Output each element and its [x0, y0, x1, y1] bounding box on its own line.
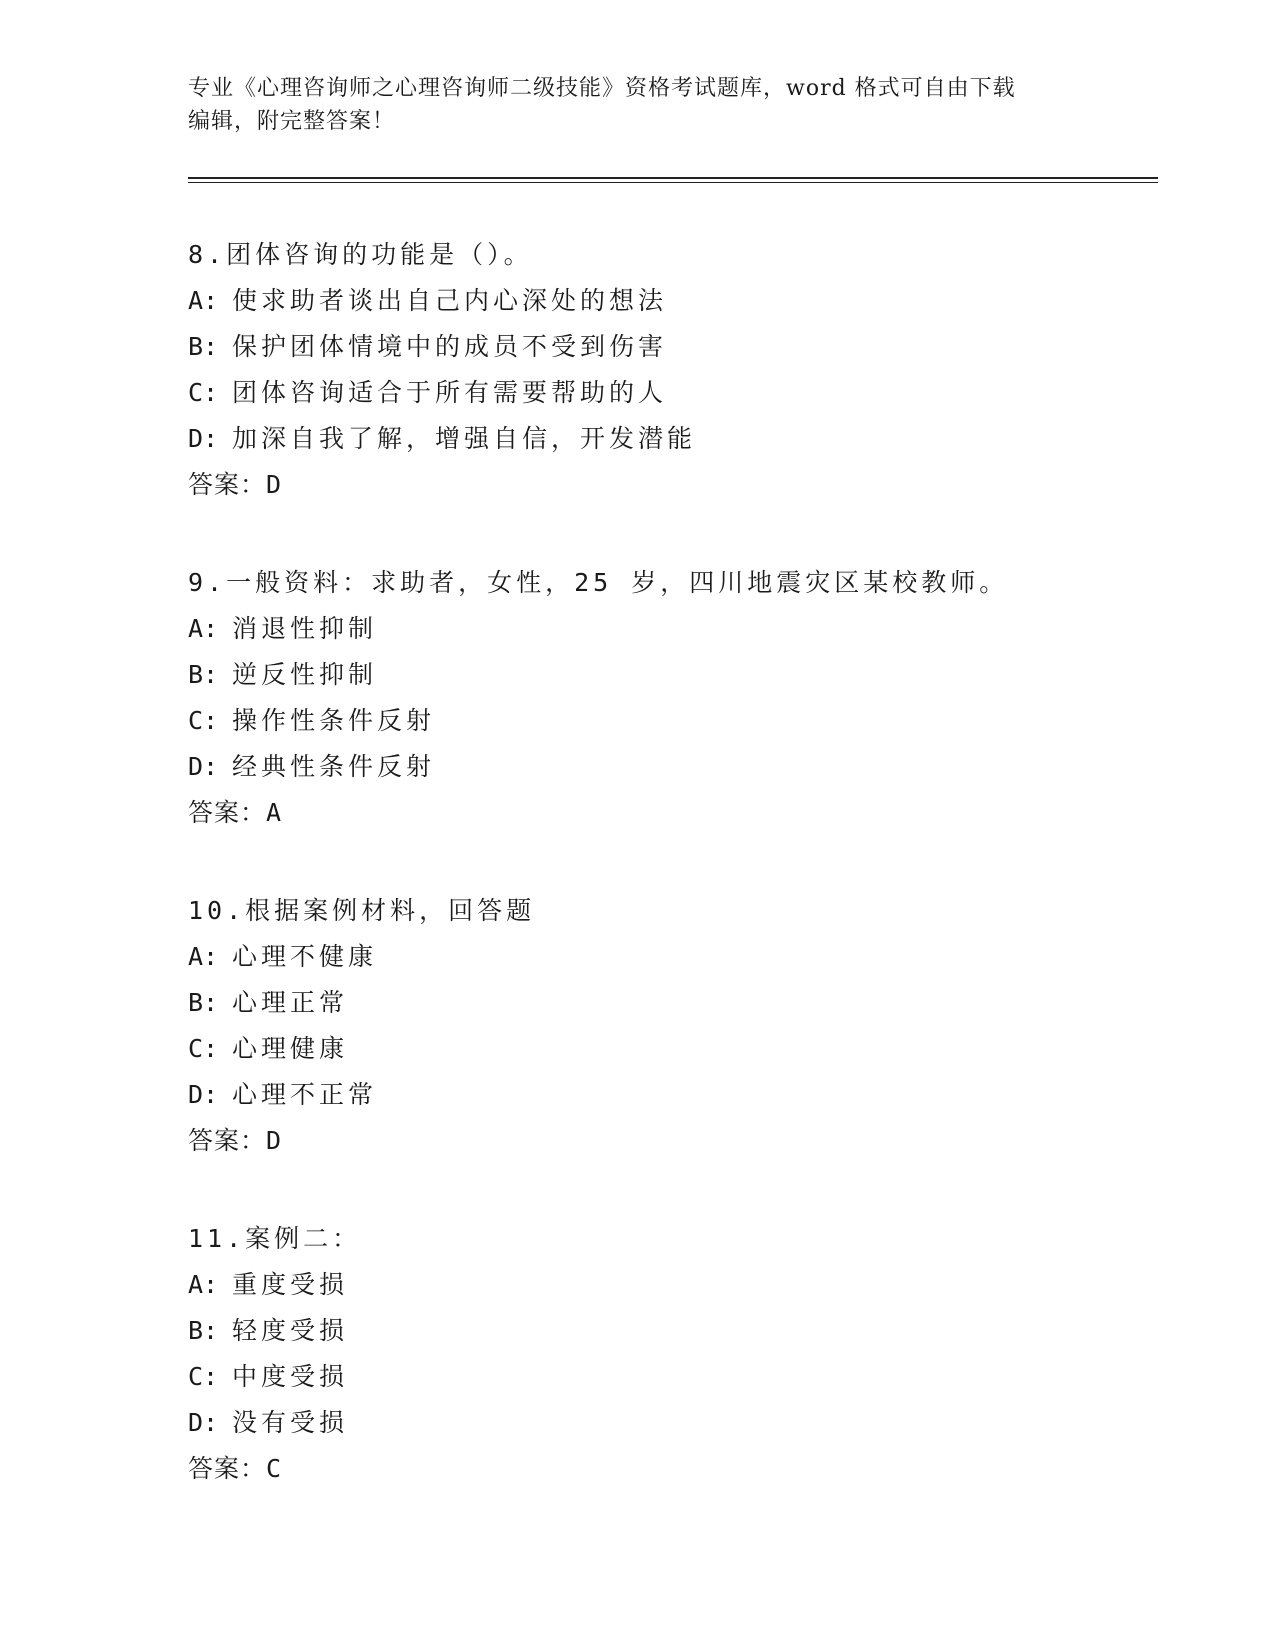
option-letter: A:: [188, 286, 219, 315]
header-divider-thick: [188, 177, 1158, 179]
answer-label: 答案：: [188, 1454, 267, 1483]
option-text: 逆反性抑制: [232, 660, 378, 689]
option-letter: B:: [188, 988, 219, 1017]
question-option-d: [188, 416, 1148, 462]
answer-value: C: [266, 1454, 283, 1483]
question-item: [188, 232, 1148, 508]
question-title: 11.案例二：: [188, 1224, 362, 1253]
option-letter: D:: [188, 1080, 219, 1109]
question-answer: [188, 1446, 1148, 1492]
question-option-b: [188, 980, 1148, 1026]
option-letter: C:: [188, 706, 219, 735]
option-letter: A:: [188, 1270, 219, 1299]
option-letter: D:: [188, 1408, 219, 1437]
option-text: 重度受损: [232, 1270, 349, 1299]
answer-label: 答案：: [188, 470, 267, 499]
question-option-d: [188, 1400, 1148, 1446]
question-answer: [188, 790, 1148, 836]
question-option-c: [188, 698, 1148, 744]
option-letter: C:: [188, 378, 219, 407]
option-letter: B:: [188, 660, 219, 689]
question-option-b: [188, 1308, 1148, 1354]
question-option-c: [188, 1026, 1148, 1072]
option-text: 操作性条件反射: [232, 706, 436, 735]
question-list: [188, 232, 1148, 1544]
question-option-c: [188, 1354, 1148, 1400]
question-option-d: [188, 1072, 1148, 1118]
question-option-d: [188, 744, 1148, 790]
question-item: [188, 1216, 1148, 1492]
question-option-b: [188, 652, 1148, 698]
question-title: 8.团体咨询的功能是（）。: [188, 240, 533, 269]
option-text: 心理不正常: [232, 1080, 378, 1109]
option-text: 加深自我了解，增强自信，开发潜能: [232, 424, 697, 453]
option-text: 消退性抑制: [232, 614, 378, 643]
option-text: 心理健康: [232, 1034, 349, 1063]
option-text: 没有受损: [232, 1408, 349, 1437]
answer-label: 答案：: [188, 1126, 267, 1155]
option-text: 中度受损: [232, 1362, 349, 1391]
option-letter: B:: [188, 332, 219, 361]
header-divider-thin: [188, 182, 1158, 183]
option-text: 使求助者谈出自己内心深处的想法: [232, 286, 668, 315]
question-title: 9.一般资料：求助者，女性，25 岁，四川地震灾区某校教师。: [188, 568, 1009, 597]
option-letter: A:: [188, 942, 219, 971]
answer-value: A: [266, 798, 283, 827]
question-title: 10.根据案例材料，回答题: [188, 896, 536, 925]
option-text: 心理不健康: [232, 942, 378, 971]
option-text: 心理正常: [232, 988, 349, 1017]
option-letter: D:: [188, 752, 219, 781]
option-text: 轻度受损: [232, 1316, 349, 1345]
option-letter: C:: [188, 1362, 219, 1391]
question-option-a: [188, 1262, 1148, 1308]
option-letter: B:: [188, 1316, 219, 1345]
answer-value: D: [266, 470, 283, 499]
option-text: 经典性条件反射: [232, 752, 436, 781]
header-line-1: 专业《心理咨询师之心理咨询师二级技能》资格考试题库，word 格式可自由下载: [188, 76, 1016, 101]
option-letter: A:: [188, 614, 219, 643]
question-option-a: [188, 934, 1148, 980]
question-option-c: [188, 370, 1148, 416]
answer-label: 答案：: [188, 798, 267, 827]
question-option-a: [188, 606, 1148, 652]
option-letter: C:: [188, 1034, 219, 1063]
option-text: 团体咨询适合于所有需要帮助的人: [232, 378, 668, 407]
option-text: 保护团体情境中的成员不受到伤害: [232, 332, 668, 361]
answer-value: D: [266, 1126, 283, 1155]
question-item: [188, 560, 1148, 836]
header-line-2: 编辑，附完整答案！: [188, 109, 396, 134]
document-header: [188, 72, 1088, 138]
question-answer: [188, 462, 1148, 508]
question-item: [188, 888, 1148, 1164]
question-option-b: [188, 324, 1148, 370]
question-option-a: [188, 278, 1148, 324]
option-letter: D:: [188, 424, 219, 453]
question-answer: [188, 1118, 1148, 1164]
